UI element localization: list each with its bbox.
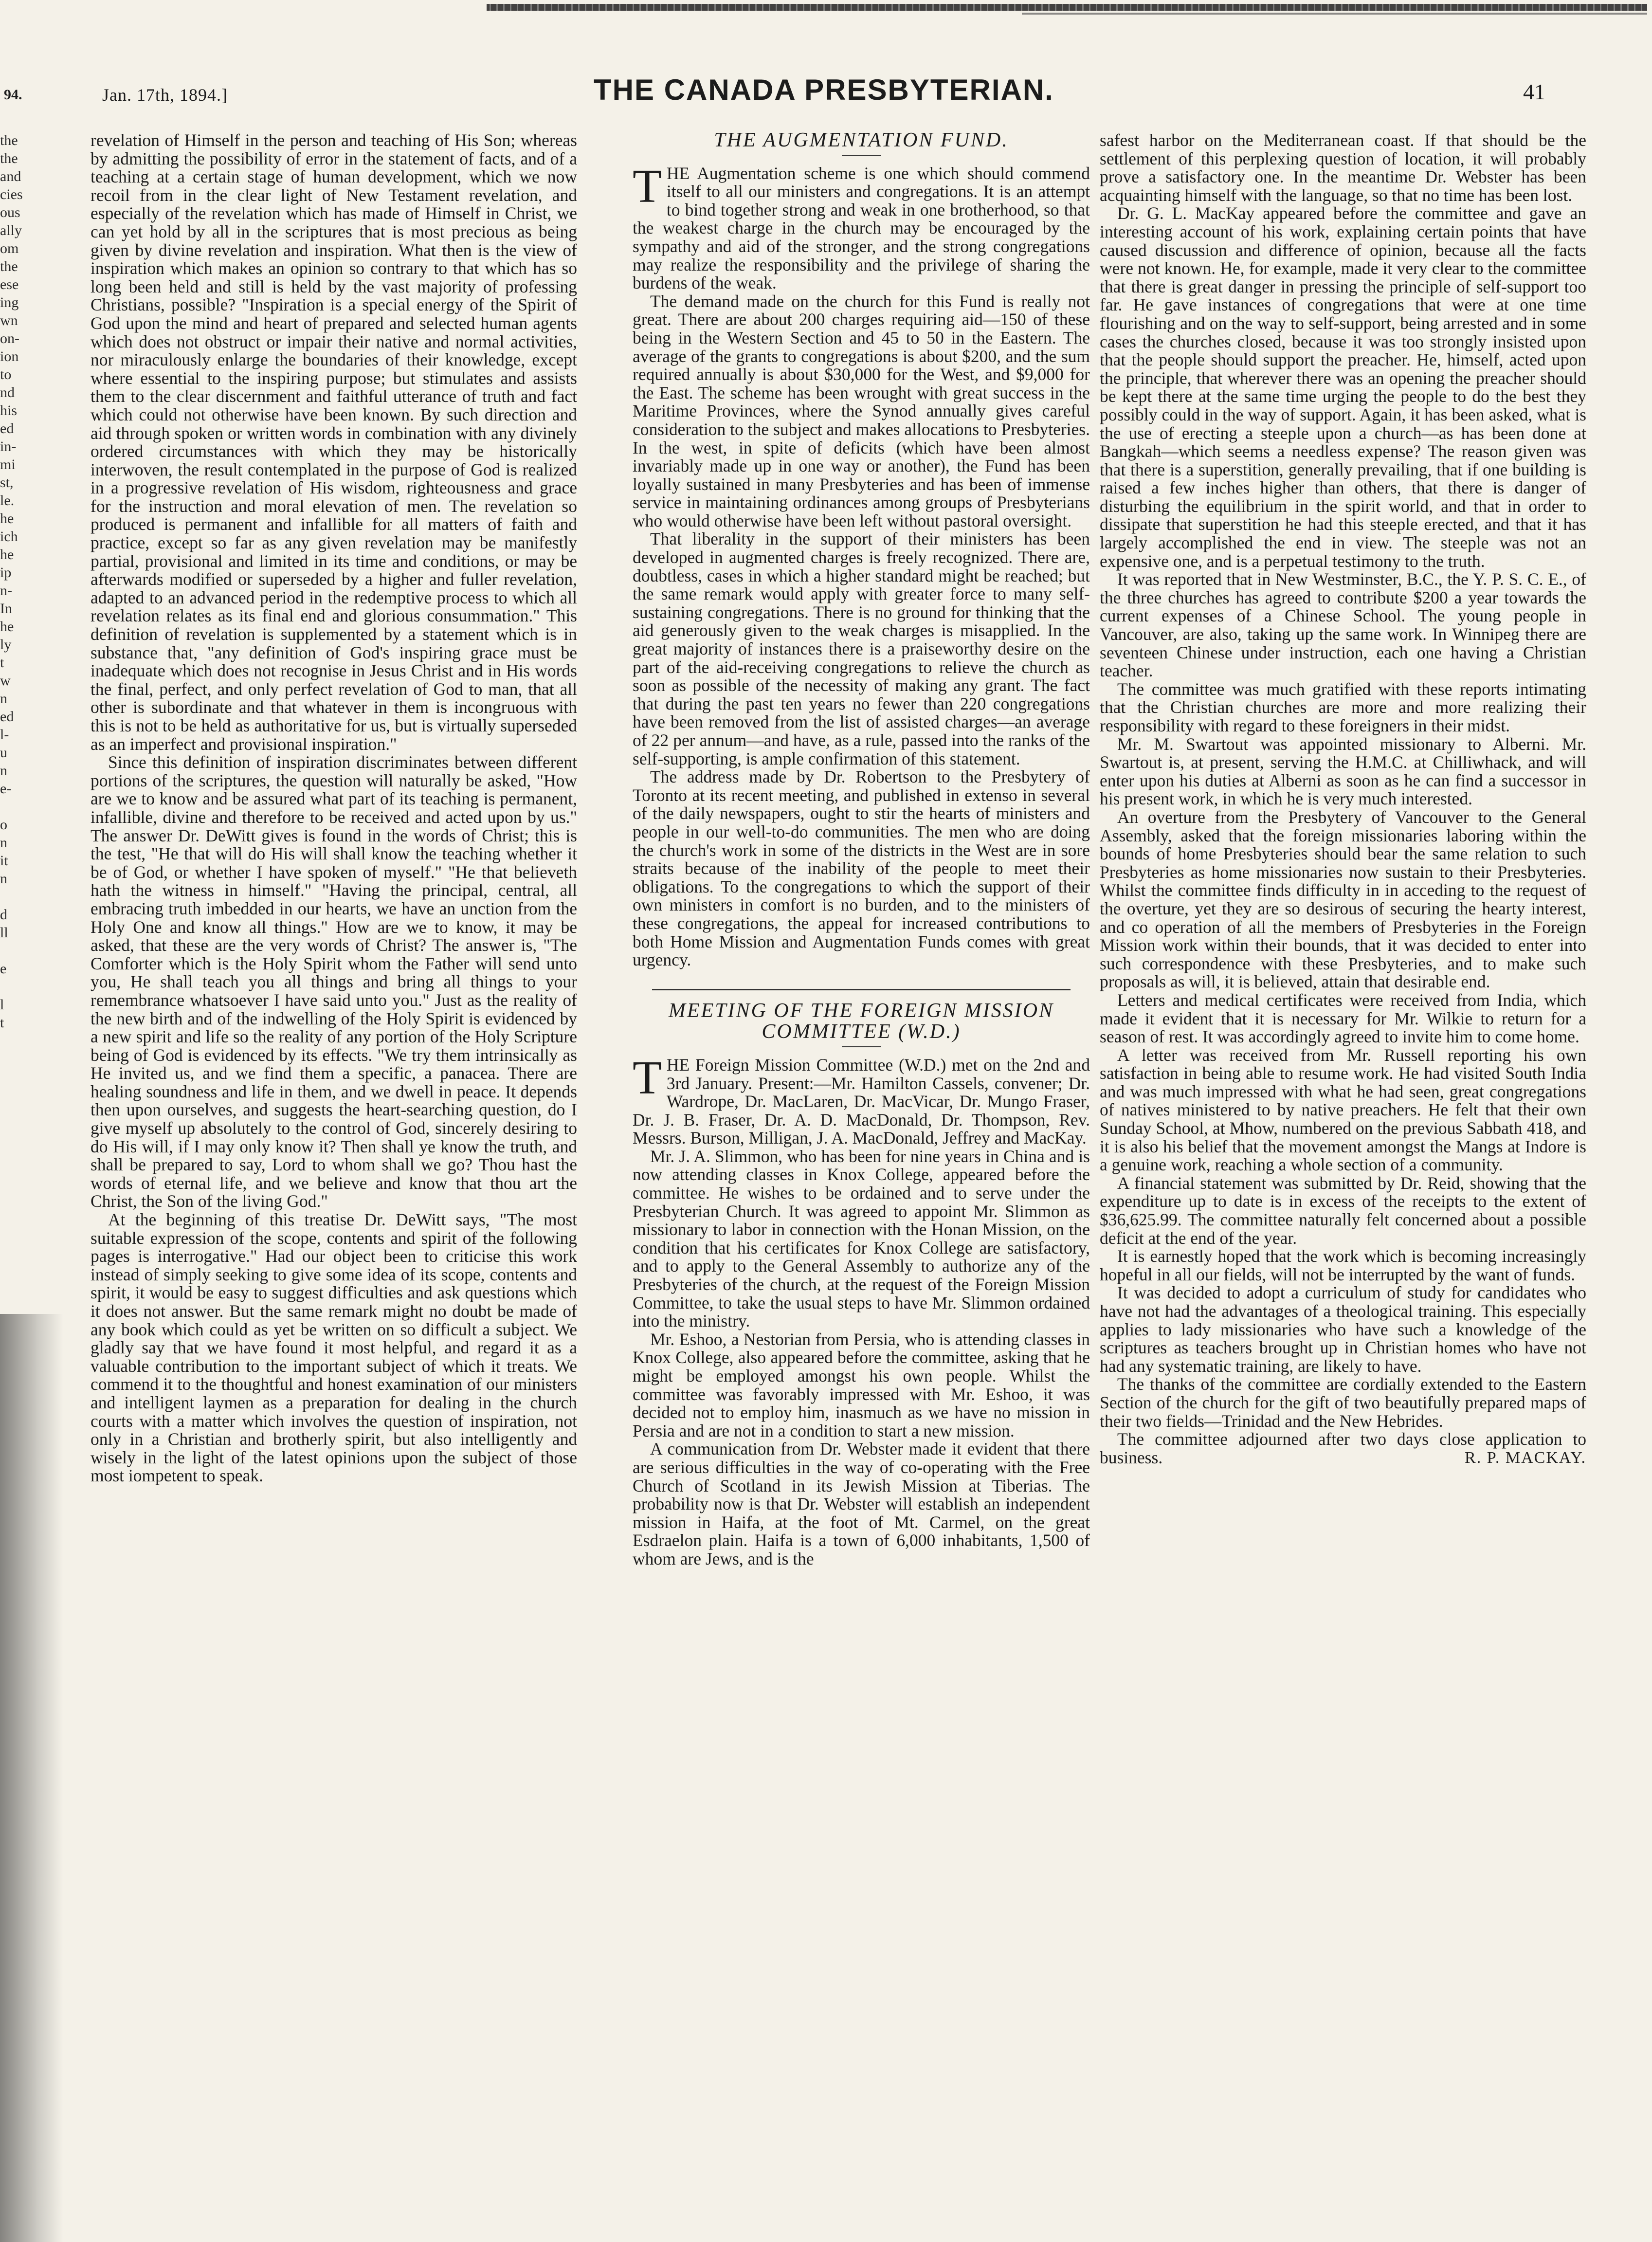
page-header [0,68,1652,117]
col3-paragraph: The committee was much gratified with these reports intimating that the Christian churches are more and more realizing their responsibility with regard to these foreigners in their midst. [1100,679,1586,735]
augmentation-lead-paragraph [633,160,1090,293]
bleed-fragment: to [0,366,12,383]
bleed-fragment: ally [0,222,22,238]
col3-paragraph: A financial statement was submitted by Dr. Reid, showing that the expenditure up to date is in excess of the receipts to the extent of $36,625.99. The committee naturally felt concerned about a possible deficit at the end of the year. [1100,1173,1586,1248]
col1-paragraph: At the beginning of this treatise Dr. DeWitt says, "The most suitable expression of the scope, contents and spirit of the following pages is interrogative." Had our object been to criticise this work instead of simply seeking to give some idea of its scope, contents and spirit, it would be easy to suggest difficulties and ask questions which it does not answer. But the same remark might no doubt be made of any book which could as yet be written on so difficult a subject. We gladly say that we have found it most helpful, and regard it as a valuable contribution to the important subject of which it treats. We commend it to the thoughtful and honest examination of our ministers and intelligent laymen as a preparation for dealing in the church courts with a matter which involves the question of inspiration, not only in a Christian and brotherly spirit, but also intelligently and wisely in the light of the latest opinions upon the subject of those most iompetent to speak. [91,1210,577,1486]
col3-paragraph: Mr. M. Swartout was appointed missionary to Alberni. Mr. Swartout is, at present, serving the H.M.C. at Chilliwhack, and will enter upon his duties at Alberni as soon as he can find a successor in his present work, in which he is very much interested. [1100,734,1586,809]
foreign-mission-lead-text: HE Foreign Mission Committee (W.D.) met on the 2nd and 3rd January. Present:—Mr. Hamilton Cassels, convener; Dr. Wardrope, Dr. MacLaren, Dr. MacVicar, Dr. Mungo Fraser, Dr. J. B. Fraser, Dr. A. D. MacDonald, Dr. Thompson, Rev. Messrs. Burson, Milligan, J. A. MacDonald, Jeffrey and MacKay. [633,1055,1090,1148]
bleed-fragment: ip [0,565,12,581]
foreign-mission-title-line1: MEETING OF THE FOREIGN MISSION [668,999,1054,1022]
bleed-fragment: the [0,258,18,274]
column-middle [633,131,1090,1568]
bleed-fragment: e- [0,781,12,797]
bleed-fragment: l [0,997,4,1013]
closing-text: The committee adjourned after two days close application to business. [1100,1429,1586,1467]
bleed-fragment: he [0,547,14,563]
bleed-fragment: In [0,601,12,617]
col3-paragraph: It is earnestly hoped that the work which is becoming increasingly hopeful in all our fields, will not be interrupted by the want of funds. [1100,1246,1586,1284]
augmentation-fund-title: THE AUGMENTATION FUND. [714,129,1009,151]
augmentation-paragraph: That liberality in the support of their ministers has been developed in augmented charges is freely recognized. There are, doubtless, cases in which a higher standard might be reached; but the same remark would apply with greater force to many self-sustaining congregations. There is no ground for thinking that the aid generously given to the weak charges is misapplied. In the great majority of instances there is a praiseworthy desire on the part of the aid-receiving congregations to relieve the church as soon as possible of the necessity of making any grant. The fact that during the past ten years no fewer than 220 congregations have been removed from the list of assisted charges—an average of 22 per annum—and have, as a rule, passed into the ranks of the self-supporting, is ample confirmation of this statement. [633,529,1090,768]
bleed-fragment: w [0,673,11,689]
title-rule [842,155,881,156]
foreign-mission-title-line2: COMMITTEE (W.D.) [762,1021,961,1043]
bleed-fragment: le. [0,492,15,509]
bleed-fragment: he [0,619,14,635]
bleed-fragment: ich [0,529,18,545]
bleed-fragment: ll [0,925,8,941]
bleed-fragment: it [0,853,8,869]
top-border-rule-secondary [1022,13,1647,15]
bleed-fragment: o [0,817,7,833]
issue-date: Jan. 17th, 1894.] [102,85,228,105]
bleed-fragment: mi [0,456,16,473]
bleed-fragment [0,888,54,906]
top-border-rule [487,4,1647,11]
bleed-fragment [0,978,54,996]
facing-page-bleed-text [0,131,54,1445]
col3-paragraph: It was reported that in New Westminster, B.C., the Y. P. S. C. E., of the three churches has agreed to contribute $200 a year towards the current expenses of a Chinese School. The young people in Vancouver, are also, taking up the same work. In Winnipeg there are seventeen Chinese under instruction, each one having a Christian teacher. [1100,569,1586,681]
page-number-right: 41 [1523,79,1545,104]
drop-cap: T [633,160,662,213]
bleed-fragment: the [0,132,18,148]
col3-paragraph: The thanks of the committee are cordially extended to the Eastern Section of the church for the gift of two beautifully prepared maps of their two fields—Trinidad and the New Hebrides. [1100,1374,1586,1431]
col3-paragraph: Letters and medical certificates were received from India, which made it evident that it is necessary for Mr. Wilkie to return for a season of rest. It was accordingly agreed to invite him to come home. [1100,990,1586,1047]
bleed-fragment: e [0,961,7,977]
foreign-mission-paragraph: A communication from Dr. Webster made it evident that there are serious difficulties in the way of co-operating with the Free Church of Scotland in its Jewish Mission at Tiberias. The probability now is that Dr. Webster will establish an independent mission in Haifa, at the foot of Mt. Carmel, on the great Esdraelon plain. Haifa is a town of 6,000 inhabitants, 1,500 of whom are Jews, and is the [633,1439,1090,1568]
col3-paragraph: An overture from the Presbytery of Vancouver to the General Assembly, asked that the foreign missionaries laboring within the bounds of home Presbyteries should bear the same relation to such Presbyteries as home missionaries now sustain to their Presbyteries. Whilst the committee finds difficulty in in acceding to the request of the overture, yet they are so desirous of securing the hearty interest, and co operation of all the members of Presbyteries in the Foreign Mission work within their bounds, that it was decided to enter into such correspondence with these Presbyteries, and to make such proposals as will, it is believed, attain that desirable end. [1100,807,1586,992]
bleed-fragment: om [0,240,19,256]
col1-paragraph: Since this definition of inspiration discriminates between different portions of the scriptures, the question will naturally be asked, "How are we to know and be assured what part of its teaching is permanent, infallible, divine and therefore to be received and acted upon by us." The answer Dr. DeWitt gives is found in the words of Christ; this is the test, "He that will do His will shall know the teaching whether it be of God, or whether I have spoken of myself." "He that believeth hath the witness in himself." "Having the principal, central, all embracing truth imbedded in our hearts, we have an unction from the Holy One and know all things." How are we to know, it may be asked, that these are the very words of Christ? The answer is, "The Comforter which is the Holy Spirit whom the Father will send unto you, He shall teach you all things and bring all things to your remembrance whatsoever I have said unto you." Just as the reality of the new birth and of the indwelling of the Holy Spirit is evidenced by a new spirit and life so the reality of any portion of the Holy Scripture being of God is evidenced by its effects. "We try them intrinsically as He invited us, and we find them a specific, a panacea. There are healing soundness and life in them, and we dwell in peace. It depends then upon ourselves, and suggests the heart-searching question, do I give myself up absolutely to the control of God, sincerely desiring to do His will, if I may only know it? Then shall ye know the truth, and shall be prepared to say, Lord to whom shall we go? Thou hast the words of eternal life, and we believe and know that thou art the Christ, the Son of the living God." [91,752,577,1211]
bleed-fragment: n [0,871,7,887]
col3-paragraph: A letter was received from Mr. Russell reporting his own satisfaction in being able to resume work. He had visited South India and was much impressed with what he had seen, great congregations of natives ministered to by native preachers. He felt that their own Sunday School, at Mhow, numbered on the previous Sabbath 418, and it is also his belief that the movement amongst the Mangs at Indore is a genuine work, reaching a whole section of a community. [1100,1045,1586,1175]
augmentation-lead-text: HE Augmentation scheme is one which should commend itself to all our ministers and congregations. It is an attempt to bind together strong and weak in one brotherhood, so that the weakest charge in the church may be encouraged by the sympathy and aid of the stronger, and the strong congregations may realize the responsibility and the privilege of sharing the burdens of the weak. [633,163,1090,293]
bleed-fragment [0,798,54,816]
augmentation-paragraph: The address made by Dr. Robertson to the Presbytery of Toronto at its recent meeting, and published in extenso in several of the daily newspapers, ought to stir the hearts of ministers and people in our well-to-do communities. The men who are doing the church's work in some of the districts in the West are in sore straits because of the inability of the people to meet their obligations. To the congregations to which the support of their own ministers in comfort is no burden, and to the ministers of these congregations, the appeal for increased contributions to both Home Mission and Augmentation Funds comes with great urgency. [633,767,1090,970]
col3-paragraph: Dr. G. L. MacKay appeared before the committee and gave an interesting account of his work, explaining certain points that have caused discussion and difference of opinion, because all the facts were not known. He, for example, made it very clear to the committee that there is great danger in pressing the principle of self-support too far. He gave instances of congregations that were at one time flourishing and on the way to self-support, being arrested and in some cases the churches closed, because it was too strongly insisted upon that the people should support the preacher. He, himself, acted upon the principle, that wherever there was an opening the preacher should be kept there at the same time urging the people to do the best they possibly could in the way of support. Again, it has been asked, what is the use of erecting a steeple upon a church—as has been done at Bangkah—which seems a needless expense? The reason given was that there is a superstition, generally prevailing, that if one building is raised a few inches higher than others, that there is danger of disturbing the equilibrium in the spirit world, and that in order to dissipate that superstition he had this steeple erected, and that it has largely accomplished the end in view. The steeple was not an expensive one, and is a perpetual testimony to the truth. [1100,203,1586,571]
bleed-fragment: ly [0,637,12,653]
bleed-fragment: n [0,763,7,779]
section-divider [652,989,1071,990]
foreign-mission-paragraph: Mr. J. A. Slimmon, who has been for nine years in China and is now attending classes in Knox College, appeared before the committee. He wishes to be ordained and to serve under the Presbyterian Church. It was agreed to appoint Mr. Slimmon as missionary to labor in connection with the Honan Mission, on the condition that his certificates for Knox College are satisfactory, and to apply to the General Assembly to authorize any of the Presbyteries of the church, at the request of the Foreign Mission Committee, to take the usual steps to have Mr. Slimmon ordained into the ministry. [633,1146,1090,1331]
masthead-title: THE CANADA PRESBYTERIAN. [594,73,1054,106]
bleed-fragment: n [0,691,7,707]
bleed-fragment: n [0,835,7,851]
bleed-fragment: he [0,510,14,527]
bleed-fragment: ous [0,204,20,220]
bleed-fragment: n- [0,583,12,599]
bleed-fragment: l- [0,727,9,743]
bleed-fragment: ed [0,709,14,725]
bleed-fragment: d [0,907,7,923]
bleed-fragment: t [0,655,4,671]
column-right [1100,131,1586,1467]
bleed-fragment: his [0,402,18,419]
bleed-fragment: wn [0,312,18,328]
bleed-fragment: nd [0,384,15,401]
col3-paragraph: safest harbor on the Mediterranean coast. If that should be the settlement of this perplexing question of location, it will probably prove a satisfactory one. In the meantime Dr. Webster has been acquainting himself with the language, so that no time has been lost. [1100,130,1586,205]
bleed-fragment: st, [0,474,14,491]
closing-paragraph [1100,1430,1586,1467]
bleed-fragment: ion [0,348,19,365]
col3-paragraph: It was decided to adopt a curriculum of study for candidates who have not had the advantages of a theological training. This especially applies to lady missionaries who have such a knowledge of the scriptures as teachers brought up in Christian homes who have not had any systematic training, are likely to have. [1100,1283,1586,1376]
foreign-mission-lead-paragraph [633,1051,1090,1148]
bleed-fragment: cies [0,186,23,202]
bleed-fragment: the [0,150,18,166]
page-number-left: 94. [4,87,22,103]
col1-paragraph: revelation of Himself in the person and teaching of His Son; whereas by admitting the possibility of error in the statement of facts, and of a teaching at a certain stage of human development, which we now recoil from in the clear light of New Testament revelation, and especially of the revelation which has made of Himself in Christ, we can yet hold by all in the scriptures that is most precious as being given by divine revelation and inspiration. What then is the view of inspiration which makes an opinion so contrary to that which has so long been held and still is held by the vast majority of professing Christians, possible? "Inspiration is a special energy of the Spirit of God upon the mind and heart of prepared and selected human agents which does not obstruct or impair their native and normal activities, nor miraculously enlarge the boundaries of their knowledge, except where essential to the inspiring purpose; but stimulates and assists them to the clear discernment and faithful utterance of truth and fact which could not otherwise have been known. By such direction and aid through spoken or written words in combination with any divinely ordered circumstances with which they may be historically interwoven, the result contemplated in the purpose of God is realized in a progressive revelation of His wisdom, righteousness and grace for the instruction and moral elevation of men. The revelation so produced is permanent and infallible for all matters of faith and practice, except so far as any given revelation may be manifestly partial, provisional and limited in its time and conditions, or may be afterwards modified or superseded by a higher and fuller revelation, adapted to an advanced period in the redemptive process to which all revelation relates as its final end and glorious consummation." This definition of revelation is supplemented by a statement which is in substance that, "any definition of God's inspiring grace must be inadequate which does not recognise in Jesus Christ and in His words the final, perfect, and only perfect revelation of God to man, that all other is subordinate and that whatever in them is incongruous with this is not to be held as authoritative for us, but is virtually superseded as an imperfect and provisional inspiration." [91,130,577,754]
column-left [91,131,577,1485]
bleed-fragment: ing [0,294,19,310]
bleed-fragment: and [0,168,21,184]
binding-shadow [0,1314,63,2242]
bleed-fragment: ed [0,420,14,437]
bleed-fragment: t [0,1015,4,1031]
bleed-fragment: u [0,745,7,761]
drop-cap: T [633,1051,662,1104]
title-rule [842,1046,881,1047]
bleed-fragment: in- [0,438,17,455]
bleed-fragment: ese [0,276,19,292]
signature: R. P. MACKAY. [1465,1448,1586,1467]
foreign-mission-paragraph: Mr. Eshoo, a Nestorian from Persia, who is attending classes in Knox College, also appeared before the committee, asking that he might be employed amongst his own people. Whilst the committee was favorably impressed with Mr. Eshoo, it was decided not to employ him, inasmuch as we have no mission in Persia and are not in a condition to start a new mission. [633,1329,1090,1440]
bleed-fragment: on- [0,330,19,346]
bleed-fragment [0,942,54,960]
augmentation-paragraph: The demand made on the church for this Fund is really not great. There are about 200 charges requiring aid—150 of these being in the Western Section and 45 to 50 in the Eastern. The average of the grants to congregations is about $200, and the sum required annually is about $30,000 for the West, and $9,000 for the East. The scheme has been wrought with great success in the Maritime Provinces, where the Synod annually gives careful consideration to the subject and makes allocations to Presbyteries. In the west, in spite of deficits (which have been almost invariably made up in one way or another), the Fund has been loyally sustained in many Presbyteries and has been of immense service in maintaining ordinances among groups of Presbyterians who would otherwise have been left without pastoral oversight. [633,291,1090,530]
